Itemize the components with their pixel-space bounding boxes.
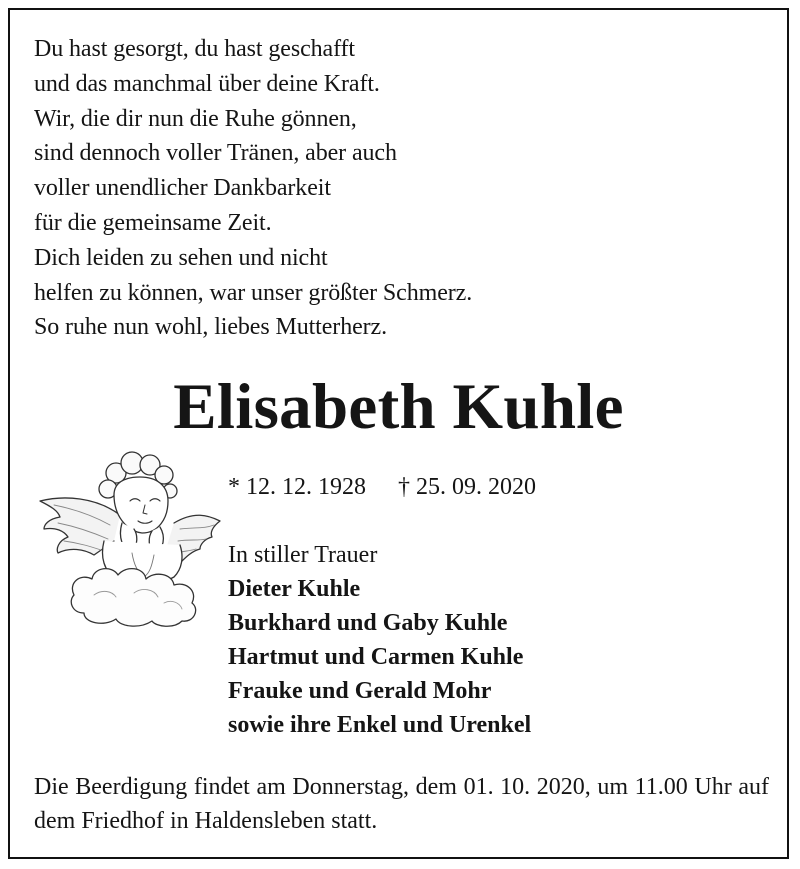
poem-line: So ruhe nun wohl, liebes Mutterherz.	[34, 314, 387, 341]
poem-line: Wir, die dir nun die Ruhe gönnen,	[34, 105, 357, 132]
poem-line: helfen zu können, war unser größter Schmerz.	[34, 279, 473, 306]
mourner-name: Frauke und Gerald Mohr	[228, 678, 492, 704]
poem-line: für die gemeinsame Zeit.	[34, 209, 272, 236]
mourner-name: Hartmut und Carmen Kuhle	[228, 644, 524, 670]
poem-line: voller unendlicher Dankbarkeit	[34, 175, 331, 202]
mourning-intro: In stiller Trauer	[228, 542, 378, 568]
cherub-angel-icon	[34, 445, 224, 630]
mourner-name: sowie ihre Enkel und Urenkel	[228, 712, 532, 738]
obituary-card	[8, 8, 789, 859]
birth-date: * 12. 12. 1928	[228, 474, 366, 500]
mourners-list	[228, 538, 531, 742]
deceased-name: Elisabeth Kuhle	[173, 371, 624, 443]
poem-line: sind dennoch voller Tränen, aber auch	[34, 140, 397, 167]
poem-line: und das manchmal über deine Kraft.	[34, 70, 380, 97]
funeral-notice: Die Beerdigung findet am Donnerstag, dem 01. 10. 2020, um 11.00 Uhr auf dem Friedhof in Haldensleben statt.	[34, 774, 769, 834]
death-date: † 25. 09. 2020	[398, 474, 536, 500]
mourner-name: Dieter Kuhle	[228, 576, 361, 602]
life-dates	[228, 470, 536, 504]
mourner-name: Burkhard und Gaby Kuhle	[228, 610, 508, 636]
memorial-poem	[34, 32, 472, 345]
poem-line: Dich leiden zu sehen und nicht	[34, 244, 328, 271]
poem-line: Du hast gesorgt, du hast geschafft	[34, 36, 355, 62]
